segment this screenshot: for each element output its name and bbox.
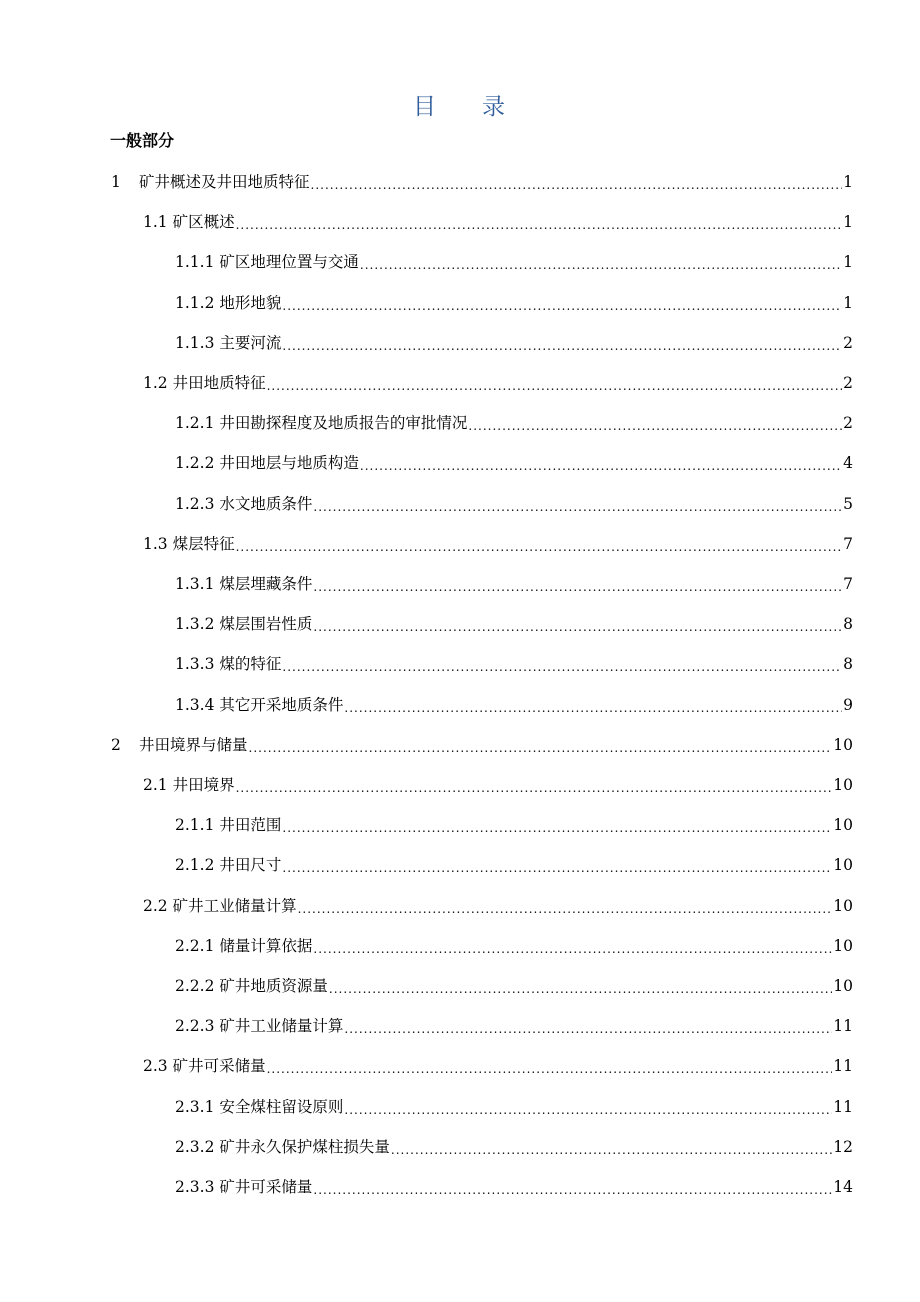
toc-entry[interactable] [175,644,853,684]
toc-entry-text: 水文地质条件 [214,494,313,513]
toc-dot-leader [313,487,842,527]
toc-entry-number: 1.3.2 [175,615,215,634]
toc-entry-text: 煤层埋藏条件 [214,575,313,593]
toc-dot-leader [391,1130,832,1170]
toc-dot-leader [311,165,843,205]
toc-entry-text: 井田境界与储量 [139,735,248,754]
toc-entry-label [175,564,312,604]
toc-dot-leader [267,1049,833,1089]
toc-dot-leader [344,688,842,728]
toc-dot-leader [360,245,842,285]
toc-entry-text: 矿井永久保护煤柱损失量 [214,1137,390,1156]
toc-entry-number: 1.1.2 [175,293,215,312]
toc-entry-text: 安全煤柱留设原则 [214,1097,344,1116]
toc-entry-number: 1.3.4 [175,695,215,714]
toc-dot-leader [313,567,842,607]
toc-entry-label [111,162,310,202]
toc-dot-leader [468,406,842,446]
toc-entry-label [175,484,312,524]
section-heading: 一般部分 [110,131,175,150]
toc-entry[interactable] [175,926,853,966]
toc-entry-number: 2.2.2 [175,977,215,995]
toc-entry-label [175,242,359,282]
toc-dot-leader [282,326,842,366]
toc-entry-text: 井田尺寸 [214,856,282,875]
toc-entry-label [175,403,467,443]
toc-entry-text: 主要河流 [214,333,282,352]
toc-entry-text: 地形地貌 [214,293,282,312]
toc-entry-page: 10 [833,936,853,955]
toc-dot-leader [282,848,832,888]
toc-entry-text: 矿井地质资源量 [214,977,328,995]
toc-entry-number: 2.2.3 [175,1017,215,1036]
toc-entry-page: 7 [843,534,853,553]
toc-entry-label [175,283,281,323]
toc-entry-page: 1 [843,213,853,232]
toc-entry-text: 其它开采地质条件 [214,695,344,714]
toc-entry-text: 井田勘探程度及地质报告的审批情况 [214,414,468,433]
title-char-2: 录 [482,94,507,120]
toc-dot-leader [249,728,833,768]
toc-entry-number: 2.2 [143,896,168,915]
toc-entry[interactable] [143,524,853,564]
toc-entry-text: 矿区地理位置与交通 [214,253,359,272]
toc-entry-label [175,1087,343,1127]
toc-entry-label [143,363,266,403]
toc-entry[interactable] [175,1167,853,1207]
toc-entry-page: 5 [843,494,853,513]
toc-entry-label [175,805,281,845]
toc-entry-text: 矿井可采储量 [214,1178,313,1196]
toc-entry-number: 2.3 [143,1057,168,1076]
toc-entry-label [111,725,248,765]
toc-entry-number: 1.2.3 [175,494,215,513]
toc-dot-leader [236,768,833,808]
toc-entry-label [143,1046,266,1086]
toc-entry-page: 11 [833,1017,853,1036]
toc-entry-label [175,926,312,966]
toc-entry[interactable] [111,725,853,765]
toc-dot-leader [344,1009,832,1049]
toc-entry[interactable] [175,1087,853,1127]
toc-entry-number: 1.1.3 [175,333,215,352]
toc-entry-number: 1.3 [143,534,168,553]
toc-entry[interactable] [175,403,853,443]
toc-entry[interactable] [143,765,853,805]
toc-entry[interactable] [143,363,853,403]
toc-entry[interactable] [111,162,853,202]
toc-entry-label [143,202,235,242]
toc-entry-label [175,604,312,644]
toc-entry-number: 2.1 [143,776,168,794]
toc-entry-page: 2 [843,333,853,352]
toc-entry-text: 矿区概述 [167,213,235,232]
title-char-1: 目 [413,94,438,120]
toc-entry[interactable] [175,443,853,483]
toc-entry-text: 煤层围岩性质 [214,615,313,634]
toc-entry-label [175,685,343,725]
toc-entry[interactable] [175,604,853,644]
toc-entry-page: 11 [833,1057,853,1076]
toc-entry-text: 井田境界 [167,776,235,794]
toc-entry-text: 矿井工业储量计算 [167,896,297,915]
toc-entry[interactable] [175,805,853,845]
toc-entry-page: 10 [833,856,853,875]
toc-entry-number: 1.2 [143,374,168,392]
toc-entry[interactable] [143,1046,853,1086]
toc-entry-text: 储量计算依据 [214,936,313,955]
toc-entry-number: 1.2.2 [175,454,215,473]
toc-entry-number: 1.1.1 [175,253,215,272]
toc-entry-number: 2.3.2 [175,1137,215,1156]
toc-entry-text: 煤层特征 [167,534,235,553]
toc-entry-label [175,443,359,483]
toc-entry-label [175,644,281,684]
toc-entry-page: 4 [843,454,853,473]
toc-dot-leader [236,527,843,567]
toc-dot-leader [267,366,843,406]
toc-entry-page: 14 [833,1178,853,1196]
toc-entry-number: 2.2.1 [175,936,215,955]
toc-entry-page: 12 [833,1137,853,1156]
toc-entry-number: 1.2.1 [175,414,215,433]
toc-entry-number: 1 [111,173,121,191]
toc-entry-page: 10 [833,776,853,794]
toc-dot-leader [313,929,832,969]
toc-entry[interactable] [175,484,853,524]
toc-entry-page: 9 [843,695,853,714]
toc-entry-page: 1 [843,293,853,312]
toc-entry-text: 煤的特征 [214,655,282,674]
toc-dot-leader [236,205,843,245]
toc-entry-number: 2.3.1 [175,1097,215,1116]
toc-entry-page: 10 [833,735,853,754]
toc-entry-number: 1.3.1 [175,575,215,593]
toc-entry-page: 2 [843,374,853,392]
page-title [0,88,920,121]
toc-entry[interactable] [143,202,853,242]
toc-dot-leader [282,808,832,848]
toc-entry-text: 井田地层与地质构造 [214,454,359,473]
toc-entry-number: 1.1 [143,213,168,232]
toc-entry-number: 2.1.2 [175,856,215,875]
toc-entry-page: 10 [833,816,853,835]
toc-entry-text: 矿井概述及井田地质特征 [139,173,310,191]
toc-entry-number: 2.1.1 [175,816,215,835]
toc-entry-page: 7 [843,575,853,593]
toc-dot-leader [298,889,833,929]
toc-entry-text: 矿井可采储量 [167,1057,266,1076]
toc-entry-number: 1.3.3 [175,655,215,674]
toc-dot-leader [282,286,842,326]
toc-entry-text: 井田范围 [214,816,282,835]
toc-entry-label [143,765,235,805]
toc-entry-number: 2.3.3 [175,1178,215,1196]
toc-entry-label [143,886,297,926]
toc-entry[interactable] [175,323,853,363]
toc-entry-page: 10 [833,896,853,915]
toc-entry-text: 井田地质特征 [167,374,266,392]
toc-entry-page: 11 [833,1097,853,1116]
toc-dot-leader [282,647,842,687]
toc-dot-leader [360,446,842,486]
toc-entry-page: 2 [843,414,853,433]
toc-entry-label [175,1167,312,1207]
toc-entry[interactable] [143,886,853,926]
toc-entry-label [175,1006,343,1046]
toc-entry-page: 8 [843,655,853,674]
toc-entry[interactable] [175,845,853,885]
toc-entry-page: 8 [843,615,853,634]
toc-entry[interactable] [175,966,853,1006]
toc-entry-label [175,1127,390,1167]
toc-entry[interactable] [175,564,853,604]
toc-entry-label [175,323,281,363]
toc-entry[interactable] [175,283,853,323]
toc-entry[interactable] [175,1127,853,1167]
toc-entry-page: 1 [843,173,853,191]
toc-entry-label [143,524,235,564]
toc-entry-page: 1 [843,253,853,272]
toc-dot-leader [329,969,832,1009]
toc-entry-label [175,845,281,885]
toc-entry[interactable] [175,242,853,282]
toc-entry[interactable] [175,685,853,725]
toc-entry-text: 矿井工业储量计算 [214,1017,344,1036]
toc-entry[interactable] [175,1006,853,1046]
toc-dot-leader [344,1090,832,1130]
toc-entry-label [175,966,328,1006]
toc-entry-page: 10 [833,977,853,995]
toc-dot-leader [313,607,842,647]
toc-entry-number: 2 [111,735,121,754]
toc-dot-leader [313,1170,832,1210]
